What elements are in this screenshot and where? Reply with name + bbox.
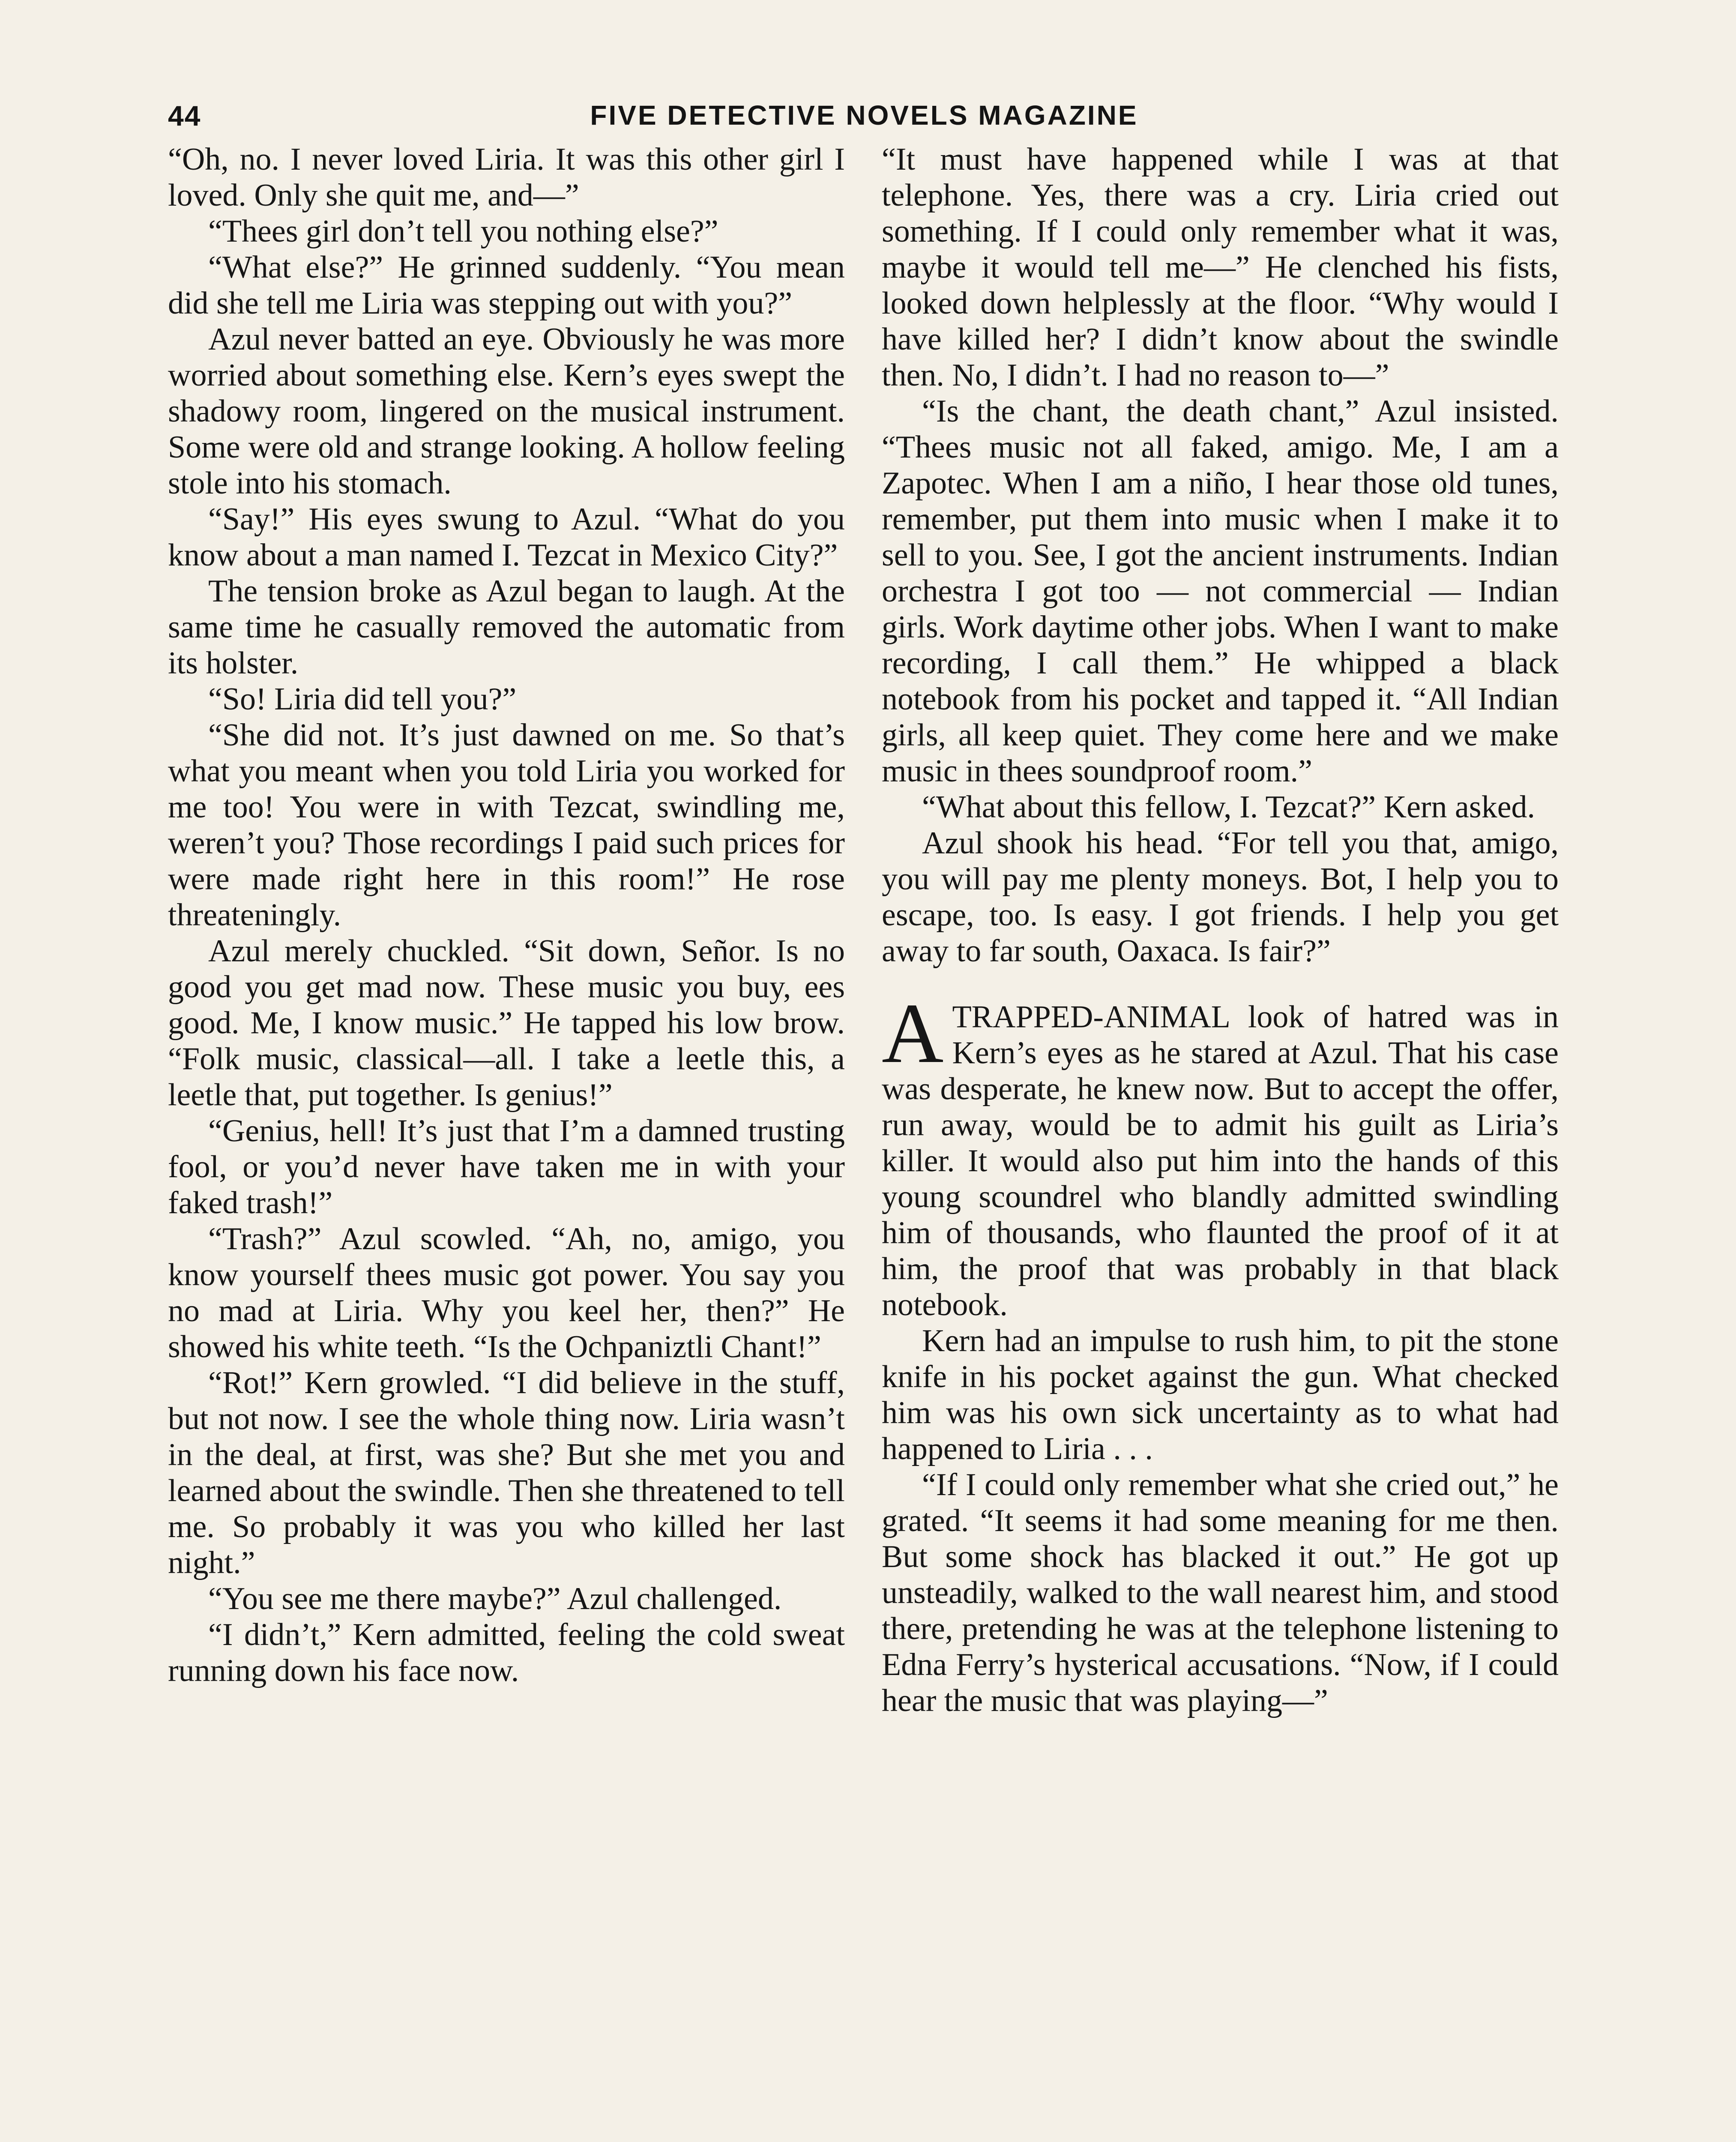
paragraph: “If I could only remember what she cried out,” he grated. “It seems it had some meaning for me then. But some shock has blacked it out.” He got up unsteadily, walked to the wall nearest him, and stood there, pretending he was at the telephone listening to Edna Ferry’s hysterical accusations. “Now, if I could hear the music that was playing—” bbox=[882, 1467, 1559, 1718]
paragraph: “Thees girl don’t tell you nothing else?” bbox=[208, 214, 718, 249]
paragraph: “She did not. It’s just dawned on me. So that’s what you meant when you told Liria you worked for me too! You were in with Tezcat, swindling me, weren’t you? Those recordings I paid such prices for were made right here in this room!” He rose threateningly. bbox=[168, 718, 845, 933]
magazine-title: FIVE DETECTIVE NOVELS MAGAZINE bbox=[590, 100, 1138, 131]
drop-cap: A bbox=[882, 986, 944, 1081]
page-header bbox=[168, 99, 1560, 138]
paragraph: “Oh, no. I never loved Liria. It was this other girl I loved. Only she quit me, and—” bbox=[168, 142, 845, 213]
paragraph: “It must have happened while I was at that telephone. Yes, there was a cry. Liria cried out something. If I could only remember what it was, maybe it would tell me—” He clenched his fists, looked down helplessly at the floor. “Why would I have killed her? I didn’t know about the swindle then. No, I didn’t. I had no reason to—” bbox=[882, 142, 1559, 393]
paragraph: Azul merely chuckled. “Sit down, Señor. Is no good you get mad now. These music you buy, ees good. Me, I know music.” He tapped his low brow. “Folk music, classical—all. I take a leetle this, a leetle that, put together. Is genius!” bbox=[168, 933, 845, 1113]
left-column bbox=[168, 141, 845, 1689]
paragraph: “Trash?” Azul scowled. “Ah, no, amigo, you know yourself thees music got power. You say you no mad at Liria. Why you keel her, then?” He showed his white teeth. “Is the Ochpaniztli Chant!” bbox=[168, 1221, 845, 1364]
lead-in: TRAPPED-ANIMAL bbox=[952, 999, 1230, 1035]
paragraph: “Is the chant, the death chant,” Azul insisted. “Thees music not all faked, amigo. Me, I am a Zapotec. When I am a niño, I hear those old tunes, remember, put them into music when I make it to sell to you. See, I got the ancient instruments. Indian orchestra I got too — not commercial — Indian girls. Work daytime other jobs. When I want to make recording, I call them.” He whipped a black notebook from his pocket and tapped it. “All Indian girls, all keep quiet. They come here and we make music in thees soundproof room.” bbox=[882, 394, 1559, 789]
paragraph: “What else?” He grinned suddenly. “You mean did she tell me Liria was stepping out with you?” bbox=[168, 250, 845, 321]
paragraph: The tension broke as Azul began to laugh. At the same time he casually removed the automatic from its holster. bbox=[168, 574, 845, 681]
paragraph: “Rot!” Kern growled. “I did believe in the stuff, but not now. I see the whole thing now. Liria wasn’t in the deal, at first, was she? But she met you and learned about the swindle. Then she threatened to tell me. So probably it was you who killed her last night.” bbox=[168, 1365, 845, 1580]
paragraph: “So! Liria did tell you?” bbox=[208, 682, 517, 717]
paragraph: “What about this fellow, I. Tezcat?” Kern asked. bbox=[922, 790, 1535, 825]
section-text: look of hatred was in Kern’s eyes as he stared at Azul. That his case was desperate, he knew now. But to accept the offer, run away, would be to admit his guilt as Liria’s killer. It would also put him into the hands of this young scoundrel who blandly admitted swindling him of thousands, who flaunted the proof of it at him, the proof that was probably in that black notebook. bbox=[882, 999, 1559, 1322]
paragraph: Azul shook his head. “For tell you that, amigo, you will pay me plenty moneys. Bot, I help you to escape, too. Is easy. I got friends. I help you get away to far south, Oaxaca. Is fair?” bbox=[882, 826, 1559, 969]
page-number: 44 bbox=[168, 100, 201, 132]
paragraph: “You see me there maybe?” Azul challenged. bbox=[208, 1581, 782, 1616]
paragraph: “Say!” His eyes swung to Azul. “What do you know about a man named I. Tezcat in Mexico City?” bbox=[168, 502, 845, 573]
paragraph: “Genius, hell! It’s just that I’m a damned trusting fool, or you’d never have taken me in with your faked trash!” bbox=[168, 1113, 845, 1221]
right-column bbox=[882, 141, 1559, 1719]
paragraph: Azul never batted an eye. Obviously he was more worried about something else. Kern’s eyes swept the shadowy room, lingered on the musical instrument. Some were old and strange looking. A hollow feeling stole into his stomach. bbox=[168, 322, 845, 501]
section-opening-paragraph bbox=[882, 986, 1559, 1323]
paragraph: “I didn’t,” Kern admitted, feeling the cold sweat running down his face now. bbox=[168, 1617, 845, 1688]
paragraph: Kern had an impulse to rush him, to pit the stone knife in his pocket against the gun. What checked him was his own sick uncertainty as to what had happened to Liria . . . bbox=[882, 1323, 1559, 1466]
